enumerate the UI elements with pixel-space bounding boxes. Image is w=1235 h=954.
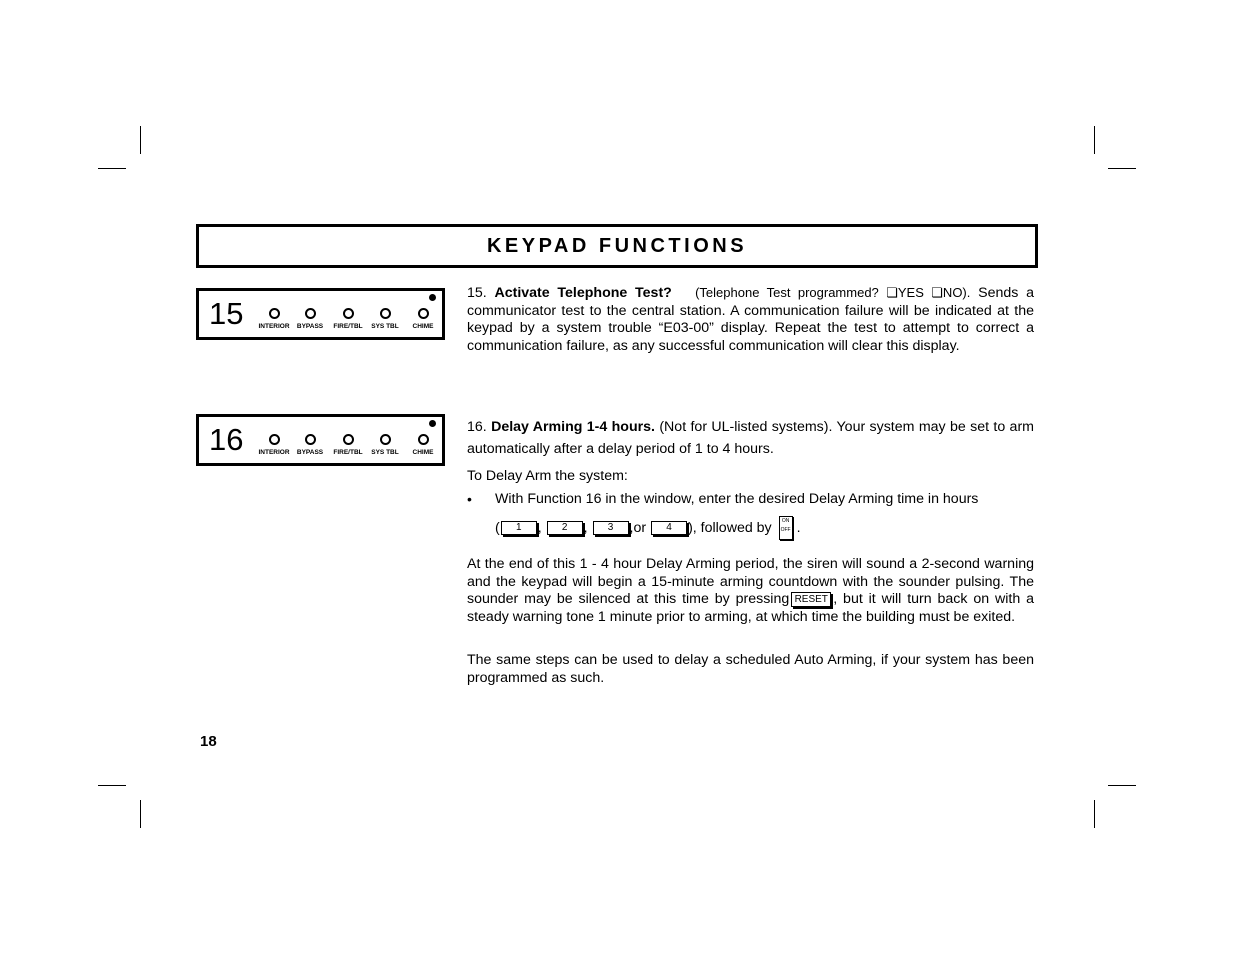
indicator-dot-icon [429,294,436,301]
led-ring-icon [269,308,280,319]
page-title: KEYPAD FUNCTIONS [486,235,748,257]
section-15-title: Activate Telephone Test? [494,285,672,301]
section-15-note: (Telephone Test programmed? ❏YES ❏NO). [695,285,971,300]
key-4-button[interactable]: 4 [651,521,687,535]
led-ring-icon [418,434,429,445]
key-3-button[interactable]: 3 [593,521,629,535]
led-ring-icon [380,308,391,319]
section-16-intro: To Delay Arm the system: [467,468,628,484]
section-16-paragraph-2: The same steps can be used to delay a scheduled Auto Arming, if your system has been programmed as such. [467,652,1034,686]
function-number: 15 [209,296,244,331]
indicator-sys-tbl: SYS TBL [360,308,410,330]
keypad-display-16 [196,414,445,466]
key-1-button[interactable]: 1 [501,521,537,535]
function-number: 16 [209,422,244,457]
led-ring-icon [269,434,280,445]
bullet-icon: • [467,491,472,507]
crop-mark [98,168,126,169]
indicator-fire-tbl: FIRE/TBL [323,434,373,456]
crop-mark [1108,168,1136,169]
indicator-interior: INTERIOR [249,308,299,330]
section-16-heading: 16. Delay Arming 1-4 hours. (Not for UL-listed systems). Your system may be set to arm automatically after a delay period of 1 to 4 hours. [467,419,1034,457]
bullet-text: With Function 16 in the window, enter the desired Delay Arming time in hours [495,491,979,507]
section-16-paragraph-1: At the end of this 1 - 4 hour Delay Arming period, the siren will sound a 2-second warning and the keypad will begin a 15-minute arming countdown with the sounder pulsing. The sounder may be silenced at this time by pressing RESET , but it will turn back on with a steady warning tone 1 minute prior to arming, at which time the building must be exited. [467,556,1035,625]
section-15-body: Sends a communicator test to the central station. A communication failure will be indicated at the keypad by a system trouble “E03-00” display. Repeat the test to attempt to correct a communication failure, as any successful communication will clear this display. [467,285,1034,354]
indicator-interior: INTERIOR [249,434,299,456]
section-16-note: (Not for UL-listed systems). Your system may be set to arm automatically after a delay period of 1 to 4 hours. [467,419,1034,457]
key-2-button[interactable]: 2 [547,521,583,535]
crop-mark [140,126,141,154]
indicator-dot-icon [429,420,436,427]
indicator-bypass: BYPASS [285,434,335,456]
crop-mark [140,800,141,828]
reset-key-button[interactable]: RESET [791,592,831,607]
crop-mark [1094,126,1095,154]
indicator-sys-tbl: SYS TBL [360,434,410,456]
indicator-bypass: BYPASS [285,308,335,330]
on-off-key-button[interactable]: ON OFF [779,516,793,540]
crop-mark [98,785,126,786]
page-number: 18 [200,733,217,750]
indicator-chime: CHIME [398,434,448,456]
led-ring-icon [380,434,391,445]
led-ring-icon [343,434,354,445]
keypad-display-15 [196,288,445,340]
indicator-fire-tbl: FIRE/TBL [323,308,373,330]
indicator-chime: CHIME [398,308,448,330]
crop-mark [1108,785,1136,786]
led-ring-icon [305,434,316,445]
led-ring-icon [305,308,316,319]
section-16-title: Delay Arming 1-4 hours. [491,419,655,435]
led-ring-icon [418,308,429,319]
delay-keys-row: ( 1 , 2 , 3 ,or 4 ), followed by ON OFF . [495,516,801,540]
led-ring-icon [343,308,354,319]
section-15-text: 15. Activate Telephone Test? (Telephone Test programmed? ❏YES ❏NO). Sends a communicator test to the central station. A communication failure will be indicated at the keypad by a system trouble “E03-00” display. Repeat the test to attempt to correct a communication failure, as any successful communication will clear this display. [467,285,1034,354]
crop-mark [1094,800,1095,828]
section-header [196,224,1038,268]
